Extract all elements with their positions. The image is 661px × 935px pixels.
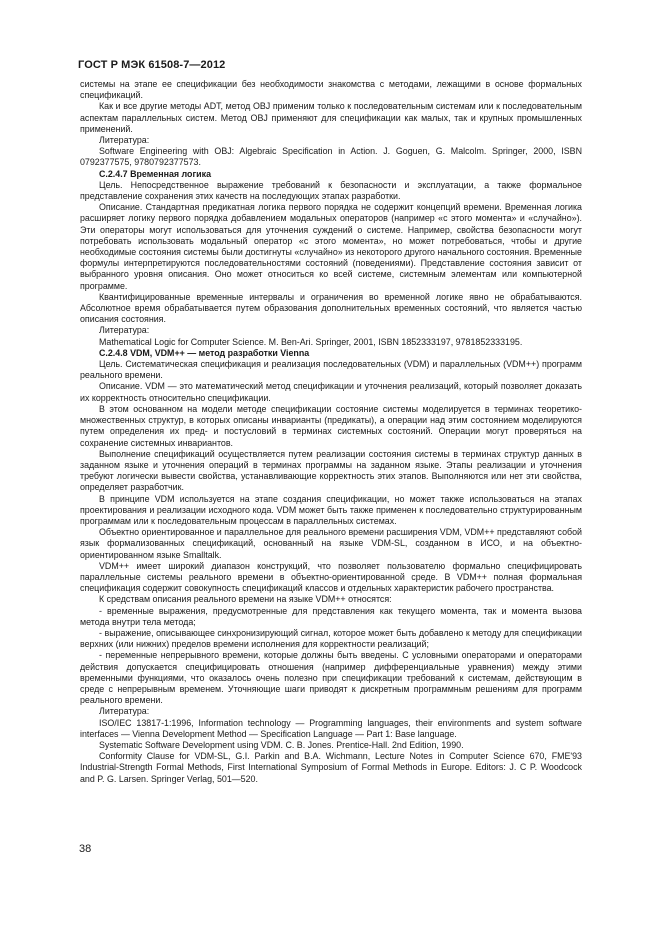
paragraph: Systematic Software Development using VDM. C. B. Jones. Prentice-Hall. 2nd Edition, 1990. bbox=[99, 739, 464, 750]
document-body bbox=[80, 79, 582, 785]
paragraph: - временные выражения, предусмотренные для представления как текущего момента, так и момента вызова метода внутри тела метода; bbox=[80, 605, 582, 627]
paragraph: Литература: bbox=[99, 706, 150, 717]
section-heading: С.2.4.7 Временная логика bbox=[99, 168, 212, 179]
paragraph: Литература: bbox=[99, 135, 150, 146]
paragraph: Литература: bbox=[99, 325, 150, 336]
page-number: 38 bbox=[79, 843, 92, 855]
paragraph: Квантифицированные временные интервалы и ограничения во временной логике явно не обрабатываются. Абсолютное время обрабатывается путем образования дополнительных временных состояний, что является частью описания состояния. bbox=[80, 291, 582, 325]
paragraph: В принципе VDM используется на этапе создания спецификации, но может также использоваться на этапах проектирования и реализации исходного кода. VDM может быть также применен к последовательно структурированным программам или к последовательным процессам в параллельных системах. bbox=[80, 493, 582, 526]
paragraph: Описание. Стандартная предикатная логика первого порядка не содержит концепций времени. Временная логика расширяет логику первого порядка добавлением модальных операторов (например «с этого момента» и «случайно»). Эти операторы могут использоваться для уточнения суждений о системе. Например, свойства безопасности могут потребовать использовать модальный оператор «с этого момента», но может потребоваться, чтобы и другие необходимые состояния системы были достигнуты «случайно» из некоторого другого начального состояния. Временные формулы интерпретируются последовательностями состояний (поведениями). Представление состояния зависит от выбранного уровня описания. Оно может относиться ко всей системе, системным элементам или компьютерной программе. bbox=[80, 202, 582, 291]
paragraph: Mathematical Logic for Computer Science. M. Ben-Ari. Springer, 2001, ISBN 1852333197, 9781852333195. bbox=[99, 336, 523, 347]
paragraph: В этом основанном на модели методе спецификации состояние системы моделируется в терминах теоретико-множественных структур, в которых описаны инварианты (предикаты), а операции над этим состоянием моделируются путем определения их пред- и постусловий в терминах системных состояний. Операции могут проверяться на сохранение системных инвариантов. bbox=[80, 403, 582, 448]
paragraph: Выполнение спецификаций осуществляется путем реализации состояния системы в терминах структур данных в заданном языке и уточнения операций в терминах программы на заданном языке. Этапы реализации и уточнения требуют логически вывести свойства, устанавливающие корректность этих этапов. Выполняются или нет эти свойства, определяет разработчик. bbox=[80, 448, 582, 493]
paragraph: Объектно ориентированное и параллельное для реального времени расширения VDM, VDM++ представляют собой язык формализованных спецификаций, основанный на языке VDM-SL, созданном в ИСО, и на объектно-ориентированном языке Smalltalk. bbox=[80, 527, 582, 560]
document-header: ГОСТ Р МЭК 61508-7—2012 bbox=[78, 59, 226, 71]
paragraph: Software Engineering with OBJ: Algebraic Specification in Action. J. Goguen, G. Malcolm. Springer, 2000, ISBN 0792377575, 9780792377573. bbox=[80, 146, 582, 168]
paragraph: К средствам описания реального времени на языке VDM++ относятся: bbox=[99, 594, 392, 605]
section-heading: С.2.4.8 VDM, VDM++ — метод разработки Vienna bbox=[99, 347, 310, 358]
paragraph: Conformity Clause for VDM-SL, G.I. Parkin and B.A. Wichmann, Lecture Notes in Computer Science 670, FME'93 Industrial-Strength Formal Methods, First International Symposium of Formal Methods in Europe. Editors: J. C P. Woodcock and P. G. Larsen. Springer Verlag, 501—520. bbox=[80, 751, 582, 784]
paragraph: системы на этапе ее спецификации без необходимости знакомства с методами, лежащими в основе формальных спецификаций. bbox=[80, 79, 582, 101]
paragraph: VDM++ имеет широкий диапазон конструкций, что позволяет пользователю формально специфицировать параллельные системы реального времени в объектно-ориентированной среде. В VDM++ полная формальная спецификация содержит совокупность спецификаций классов и отдельных характеристик рабочего пространства. bbox=[80, 560, 582, 594]
paragraph: Цель. Систематическая спецификация и реализация последовательных (VDM) и параллельных (VDM++) программ реального времени. bbox=[80, 359, 582, 381]
paragraph: - переменные непрерывного времени, которые должны быть введены. С условными операторами и операторами действия допускается специфицировать отношения (например дифференциальные уравнения) между этими временными функциями, что оказалось очень полезно при спецификации требований к системам, действующим в среде с непрерывным временем. Уточняющие шаги приводят к дискретным программным решениям для программ реального времени. bbox=[80, 650, 582, 706]
paragraph: Цель. Непосредственное выражение требований к безопасности и эксплуатации, а также формальное представление сохранения этих качеств на последующих этапах разработки. bbox=[80, 179, 582, 202]
paragraph: - выражение, описывающее синхронизирующий сигнал, которое может быть добавлено к методу для спецификации верхних (или нижних) пределов времени исполнения для корректности реализаций; bbox=[80, 627, 582, 650]
paragraph: Как и все другие методы ADT, метод OBJ применим только к последовательным системам или к последовательным аспектам параллельных систем. Метод OBJ применяют для спецификации как малых, так и крупных промышленных применений. bbox=[80, 101, 582, 134]
paragraph: ISO/IEC 13817-1:1996, Information technology — Programming languages, their environments and system software interfaces — Vienna Development Method — Specification Language — Part 1: Base language. bbox=[80, 717, 582, 739]
paragraph: Описание. VDM — это математический метод спецификации и уточнения реализаций, который позволяет доказать их корректность относительно спецификации. bbox=[80, 381, 582, 403]
